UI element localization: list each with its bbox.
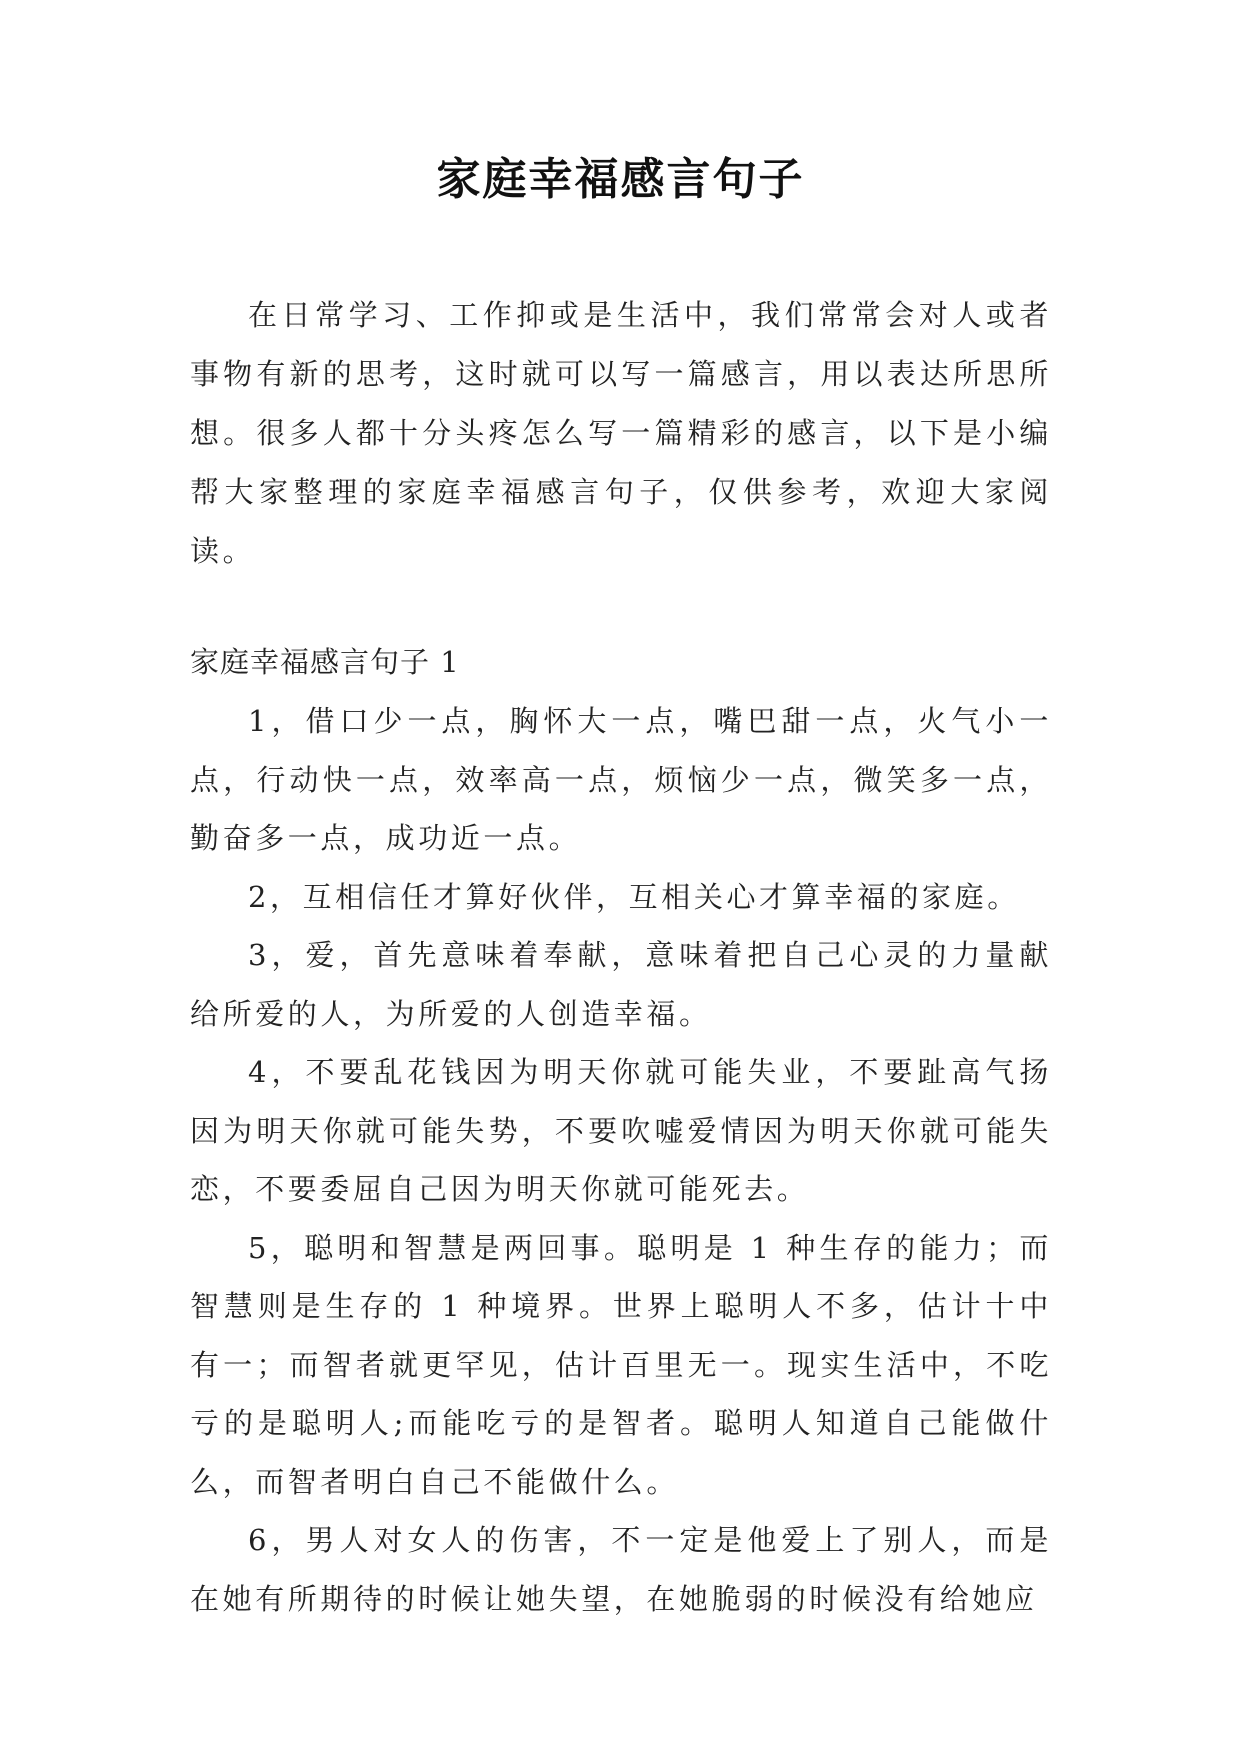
quote-item-4: 4，不要乱花钱因为明天你就可能失业，不要趾高气扬因为明天你就可能失势，不要吹嘘爱情因为明天你就可能失恋，不要委屈自己因为明天你就可能死去。 — [190, 1055, 1052, 1206]
quote-item-3: 3，爱，首先意味着奉献，意味着把自己心灵的力量献给所爱的人，为所爱的人创造幸福。 — [190, 938, 1052, 1031]
quote-item-2: 2，互相信任才算好伙伴，互相关心才算幸福的家庭。 — [248, 879, 1020, 914]
section-heading: 家庭幸福感言句子 1 — [190, 645, 460, 679]
quote-item-1: 1，借口少一点，胸怀大一点，嘴巴甜一点，火气小一点，行动快一点，效率高一点，烦恼少一点，微笑多一点，勤奋多一点，成功近一点。 — [190, 704, 1052, 855]
document-title: 家庭幸福感言句子 — [436, 154, 805, 205]
document-body — [190, 286, 1052, 1628]
quote-item-5: 5，聪明和智慧是两回事。聪明是 1 种生存的能力；而智慧则是生存的 1 种境界。世界上聪明人不多，估计十中有一；而智者就更罕见，估计百里无一。现实生活中，不吃亏的是聪明人;而能吃亏的是智者。聪明人知道自己能做什么，而智者明白自己不能做什么。 — [190, 1230, 1052, 1499]
intro-paragraph: 在日常学习、工作抑或是生活中，我们常常会对人或者事物有新的思考，这时就可以写一篇感言，用以表达所思所想。很多人都十分头疼怎么写一篇精彩的感言，以下是小编帮大家整理的家庭幸福感言句子，仅供参考，欢迎大家阅读。 — [190, 298, 1052, 568]
quote-item-6: 6，男人对女人的伤害，不一定是他爱上了别人，而是在她有所期待的时候让她失望，在她脆弱的时候没有给她应 — [190, 1523, 1052, 1616]
